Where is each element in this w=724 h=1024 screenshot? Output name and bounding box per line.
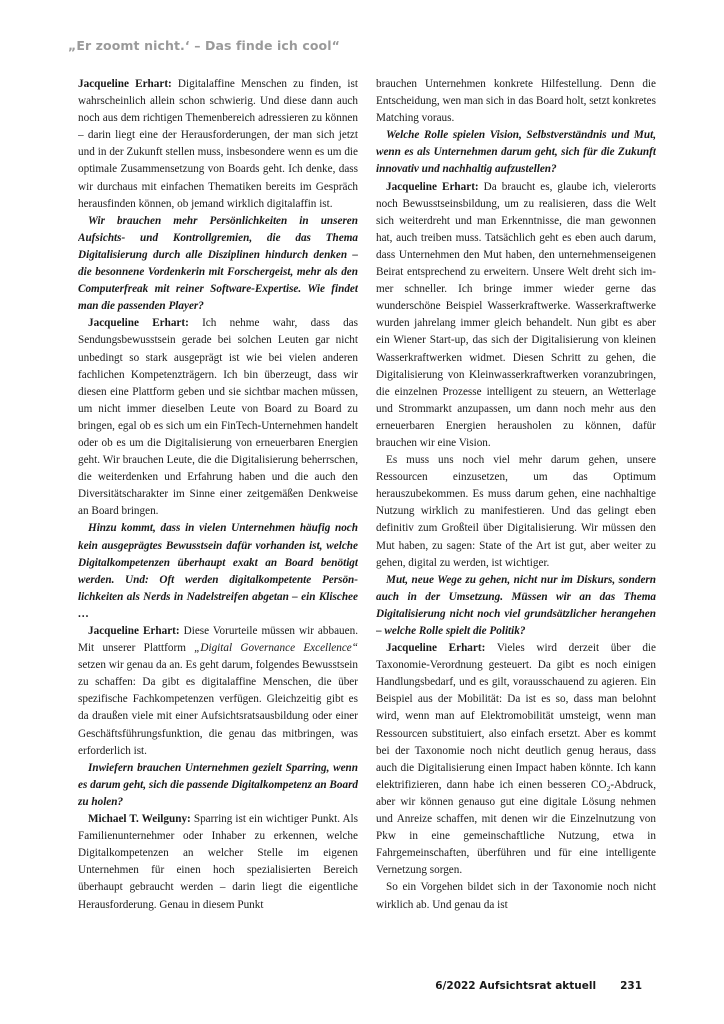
answer-text: Da braucht es, glaube ich, vielerorts noch Bewusstseinsbildung, um zu realisieren, dass die Welt sich weiterdreht und man Erkenntnisse, die man gewonnen hat, auch treiben muss. Tatsächlich geht es eben auch darum, dass Unternehmen den Mut haben, den unternehmenseigenen Beirat entsprechend zu erweitern. Unsere Welt dreht sich immer schneller. Ich bringe immer wieder gerne das wunderschöne Beispiel Wasserkraftwerke. Wasserkraftwerke wurden jahrelang immer gleich behandelt. Nun gibt es aber ein Wiener Start-up, das sich der Digitalisierung von kleinen Wasserkraftwerken widmet. Diesen Schritt zu gehen, die Digitalisierung von Kleinwasserkraftwerken voranzubringen, die einzelnen Prozesse intelligent zu steuern, an Wetterlage und Strommarkt anzupassen, um dann noch mehr aus den erneuerbaren Energien herausholen zu können, dafür brauchen wir eine Vision.: [376, 180, 656, 449]
speaker-name: Jacqueline Erhart:: [78, 78, 172, 90]
interview-question: Mut, neue Wege zu gehen, nicht nur im Diskurs, sondern auch in der Umsetzung. Müssen wir an das Thema Digitalisierung nicht noch viel grundsätzlicher herangehen – welche Rolle spielt die Politik?: [376, 573, 656, 637]
answer-paragraph: [78, 76, 358, 213]
speaker-name: Michael T. Weilguny:: [88, 813, 191, 826]
answer-paragraph: [376, 179, 656, 453]
answer-paragraph: [376, 640, 656, 879]
speaker-name: Jacqueline Erhart:: [88, 317, 189, 330]
answer-paragraph: [78, 623, 358, 760]
subscript-two: 2: [606, 784, 611, 794]
answer-text: Diese Vorurteile müssen wir abbauen. Mit unserer Plattform: [78, 625, 358, 655]
answer-text: Ich nehme wahr, dass das Sendungsbewusstsein gerade bei solchen Leuten gar nicht unbedingt so stark ausgeprägt ist wie bei vielen anderen fachlichen Kompetenzträgern. Ich bin überzeugt, dass wir diesen eine Plattform geben und sie sichtbar machen müssen, um nicht immer dieselben Leute von Board zu Board zu bringen, egal ob es sich um ein FinTech-Unternehmen handelt oder ob es um die Digitalisierung von erneuerbaren Energien geht. Wir brauchen Leute, die die Digitalisierung beherrschen, die weiterdenken und Erfahrung haben und die auch den Diversitätscharakter im Sinne einer zeitgemäßen Denkweise an Board bringen.: [78, 317, 358, 518]
speaker-name: Jacqueline Erhart:: [386, 180, 479, 193]
answer-text: Vieles wird derzeit über die Taxonomie-Verordnung gesteuert. Da gibt es noch einigen Handlungsbedarf, und es gilt, vorausschauend zu agieren. Ein Beispiel aus der Mobilität: Da ist es so, dass man belohnt wird, wenn man auf Elektromobilität umsteigt, wenn man Ressourcen substituiert, also einfach ersetzt. Aber es kommt bei der Taxonomie noch nicht deutlich genug heraus, dass auch die Digitalisierung einen Impact haben könnte. Ich kann elektrifizieren, dann habe ich einen besseren CO: [376, 642, 656, 791]
answer-text: -Abdruck, aber wir können genauso gut eine digitale Lösung nehmen und Anreize schaffen, mit denen wir die Einzelnutzung von Pkw in eine gemeinschaftliche Nutzung, etwa in Fahrgemeinschaften, überführen und für eine intelligente Vernetzung sorgen.: [376, 778, 656, 877]
speaker-name: Jacqueline Erhart:: [386, 642, 486, 655]
interview-question: Inwiefern brauchen Unternehmen gezielt Sparring, wenn es darum geht, sich die passende Digitalkompetenz an Board zu holen?: [78, 761, 358, 808]
interview-question: Wir brauchen mehr Persönlichkeiten in unseren Aufsichts- und Kontrollgremien, die das Thema Digitalisierung durch alle Disziplinen hindurch denken – die besonnene Vordenkerin mit Forschergeist, mehr als den Computerfreak mit reiner Software-Expertise. Wie findet man die passenden Player?: [78, 214, 358, 313]
answer-paragraph: Es muss uns noch viel mehr darum gehen, unsere Ressourcen einzusetzen, um das Optimum herauszubekommen. Es muss darum gehen, eine nachhaltige Nutzung wirklich zu manifestieren. Und das gelingt eben definitiv zum Großteil über Digitalisierung. Wir müssen den Mut haben, zu sagen: State of the Art ist gut, aber weiter zu gehen, digital zu werden, ist wichtiger.: [376, 454, 656, 569]
platform-name: „Digital Governance Excellence“: [194, 642, 358, 655]
answer-paragraph: So ein Vorgehen bildet sich in der Taxonomie noch nicht wirklich ab. Und genau da ist: [376, 881, 656, 911]
answer-paragraph: [78, 811, 358, 914]
answer-text: Digitalaffine Menschen zu finden, ist wahrscheinlich allein schon schwierig. Und diese dann auch noch aus dem richtigen Themenbereich adressieren zu können – darin liegt eine der Herausforderungen, der man sich jetzt und in der Zukunft stellen muss, insbesondere wenn es um die optimale Zusammensetzung von Boards geht. Ich denke, dass wir durchaus mit einfachen Thematiken bereits im Gespräch herausfinden können, ob jemand wirklich digitalaffin ist.: [78, 78, 358, 210]
answer-text: setzen wir genau da an. Es geht darum, folgendes Bewusstsein zu schaffen: Da gibt es digitalaffine Menschen, die über spezifische Fachkompetenzen verfügen. Gleichzeitig gibt es da draußen viele mit einer Aufsichtsratsausbildung oder einer Geschäftsführungsfunktion, die genau das mitbringen, was erforderlich ist.: [78, 659, 358, 757]
running-title: „Er zoomt nicht.‘ – Das finde ich cool“: [68, 38, 340, 53]
answer-paragraph: [78, 315, 358, 520]
interview-question: Welche Rolle spielen Vision, Selbstverständnis und Mut, wenn es als Unternehmen darum geht, sich für die Zukunft innovativ und nachhaltig aufzustellen?: [376, 129, 656, 176]
answer-paragraph: brauchen Unternehmen konkrete Hilfestellung. Denn die Entscheidung, wen man sich in das Board holt, setzt konkretes Matching voraus.: [376, 78, 656, 125]
column-right: [376, 76, 656, 971]
page-number: 231: [620, 980, 642, 992]
answer-text: Sparring ist ein wichtiger Punkt. Als Familienunternehmer oder Inhaber zu erkennen, welche Digitalkompetenzen an welcher Stelle im eigenen Unternehmen für einen hoch spezialisierten Bereich überhaupt gebraucht werden – darin liegt die eigentliche Herausforderung. Genau in diesem Punkt: [78, 813, 358, 911]
article-body: [78, 76, 656, 971]
issue-label: 6/2022 Aufsichtsrat aktuell: [435, 980, 597, 992]
page-footer: [435, 980, 642, 992]
interview-question: Hinzu kommt, dass in vielen Unternehmen häufig noch kein ausgeprägtes Bewusstsein dafür vorhanden ist, welche Digitalkompetenzen überhaupt exakt an Board benötigt werden. Und: Oft werden digitalkompetente Persönlichkeiten als Nerds in Nadelstreifen abgetan – ein Klischee …: [78, 522, 358, 620]
speaker-name: Jacqueline Erhart:: [88, 625, 180, 637]
column-left: [78, 76, 358, 971]
